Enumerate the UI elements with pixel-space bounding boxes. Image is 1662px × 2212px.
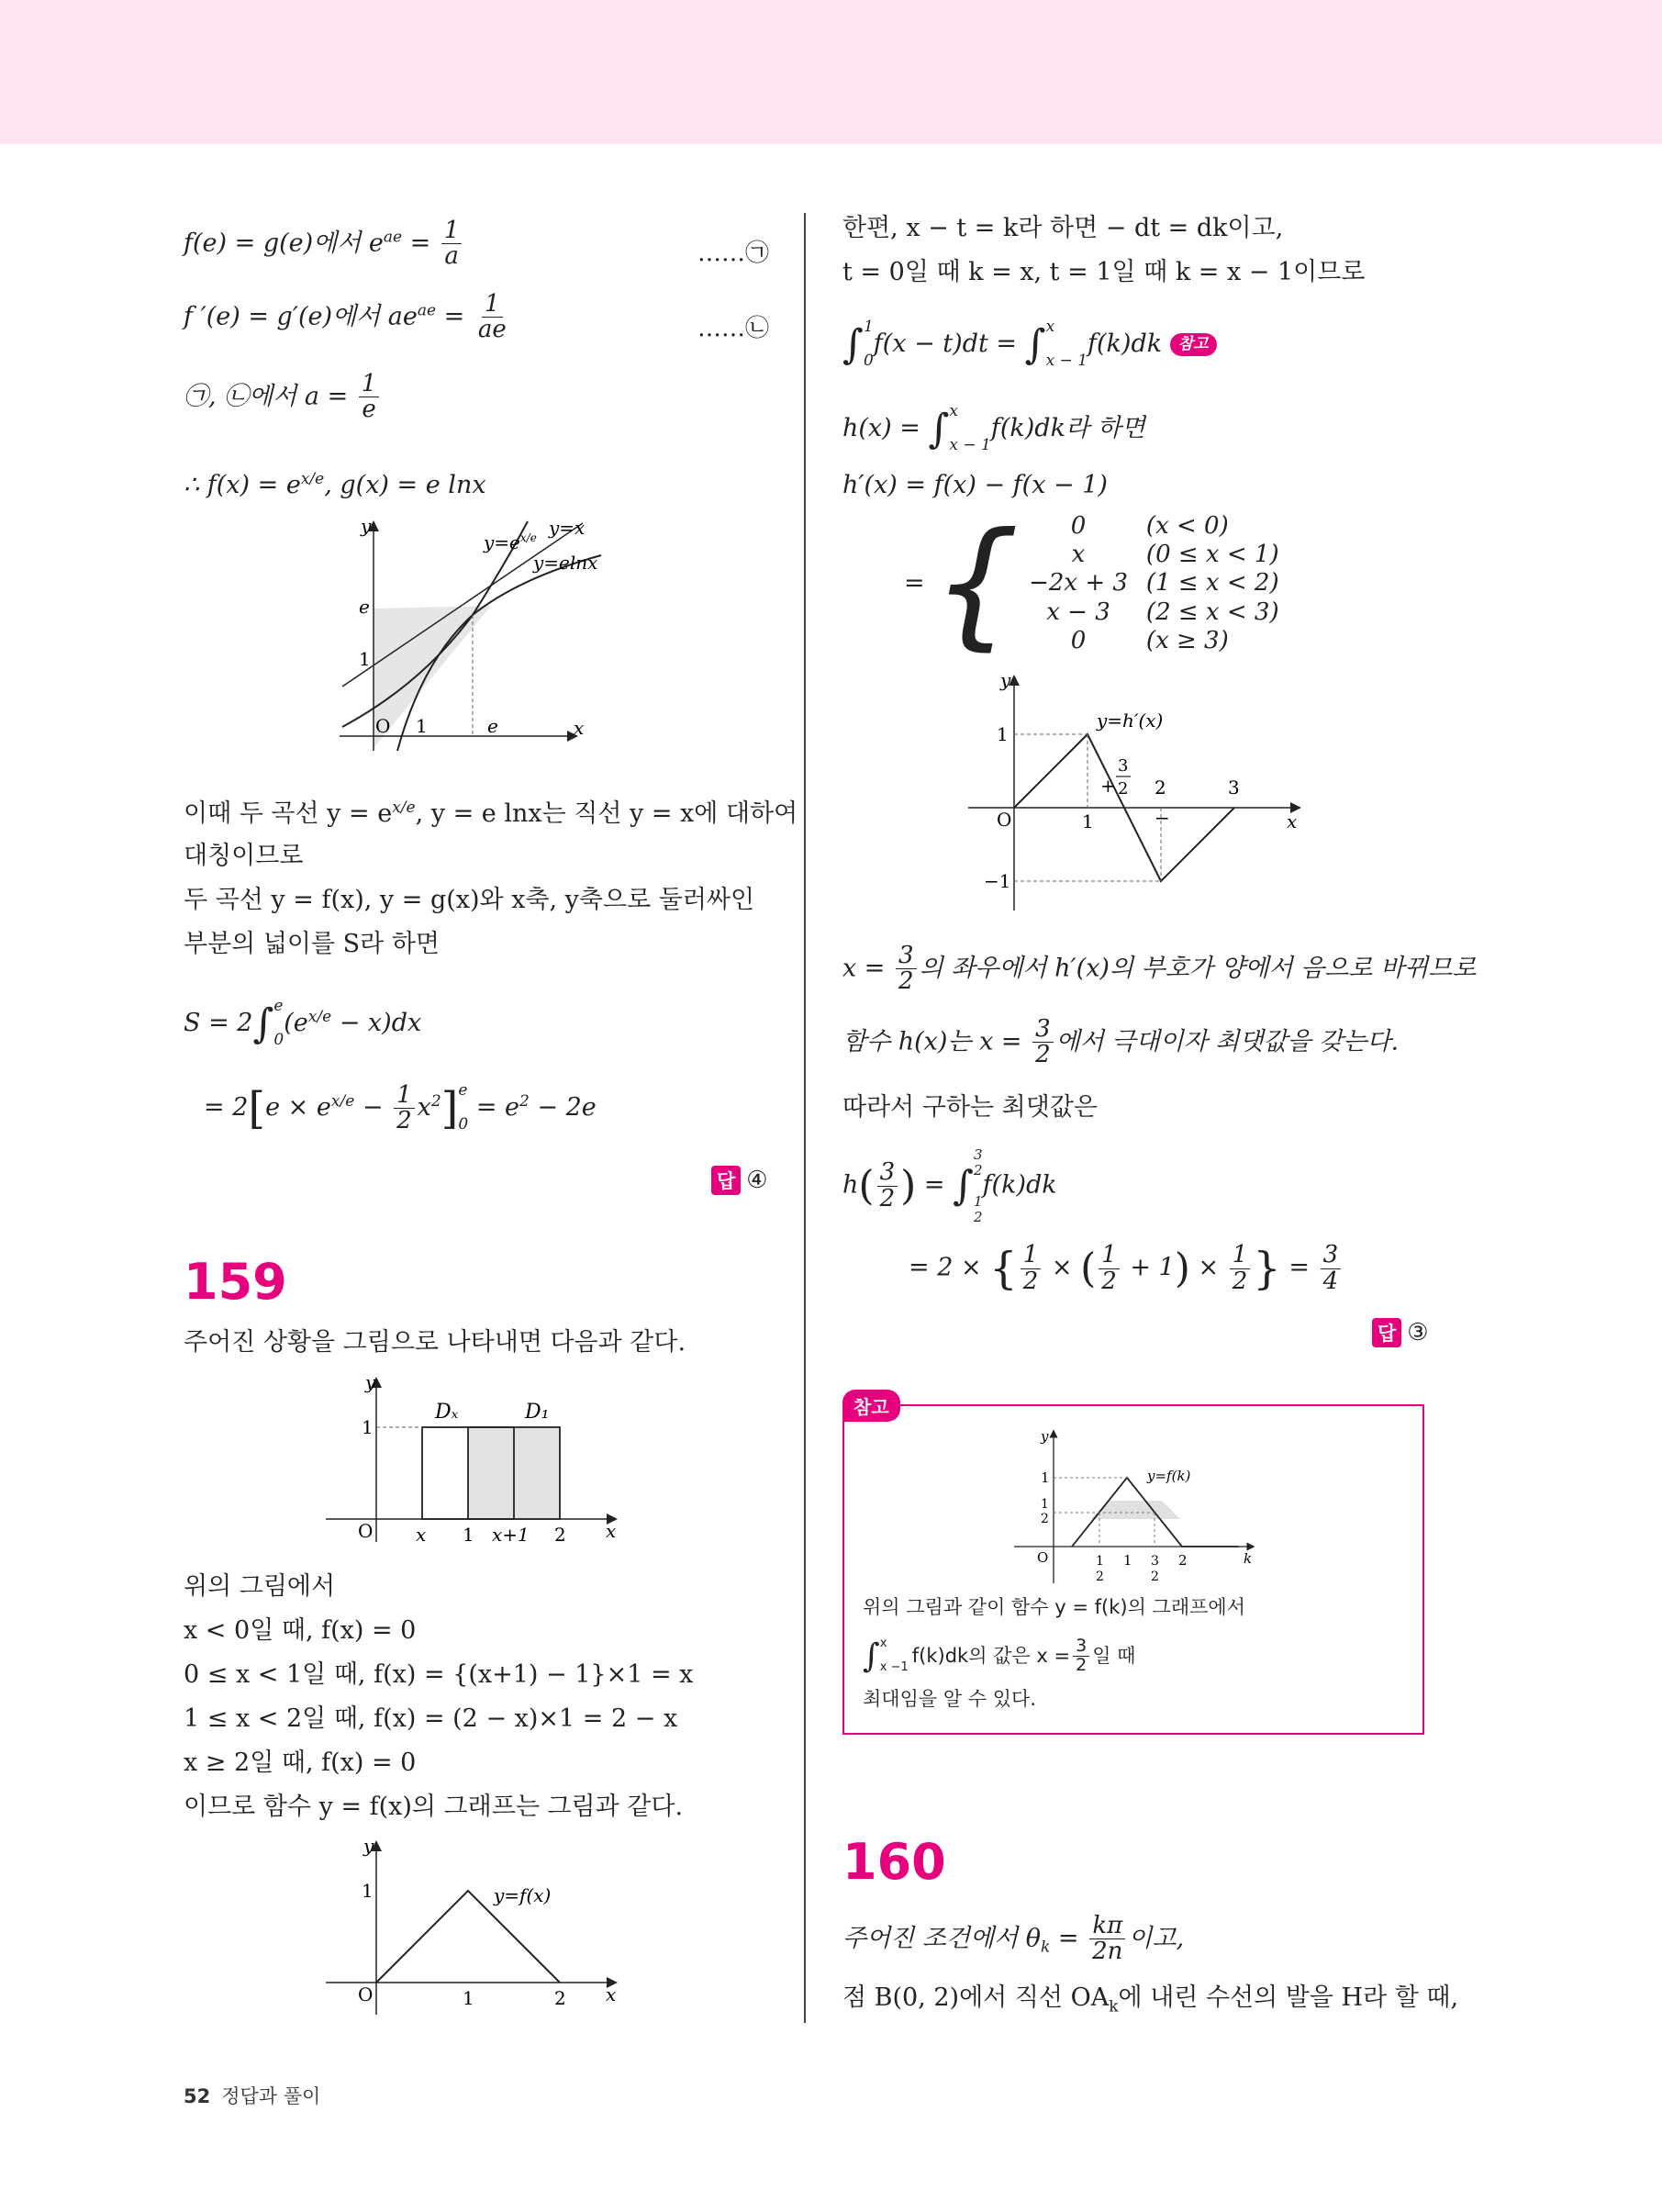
r-line-3 [842, 310, 1217, 379]
s2-num: 1 [394, 1083, 415, 1109]
r10-a: = 2 × [909, 1253, 990, 1282]
fig4-tick-1y: 1 [997, 723, 1009, 745]
r9-den: 2 [879, 1184, 896, 1212]
r4-int: ∫ [928, 405, 950, 452]
r9-lon: 1 [974, 1193, 983, 1210]
para1-a: 이때 두 곡선 y = e [184, 799, 393, 828]
ref-t2a: f(k)dk의 값은 x = [911, 1644, 1071, 1667]
para1-sup: x/e [392, 799, 416, 817]
pw-v: 0 [1070, 626, 1087, 654]
para1-b: , y = e lnx는 직선 y = x에 대하여 [415, 799, 798, 828]
fig4-origin: O [997, 809, 1012, 831]
q160-p2-a: 점 B(0, 2)에서 직선 OA [842, 1983, 1110, 2012]
r10-n3: 1 [1230, 1243, 1251, 1268]
r7-frac [1032, 1017, 1054, 1068]
ref-tick-32n: 3 [1151, 1554, 1159, 1569]
q160-num: kπ [1089, 1914, 1125, 1939]
r-line-8: 따라서 구하는 최댓값은 [842, 1093, 1098, 1122]
fig4-tick-1: 1 [1082, 810, 1094, 832]
eq2-frac [475, 292, 509, 343]
footer-title: 정답과 풀이 [221, 2085, 321, 2107]
r3-int1: ∫ [842, 320, 864, 368]
fig4-tick-32n: 3 [1118, 756, 1129, 776]
r9-frac [877, 1160, 898, 1212]
fig4-tick-3: 3 [1228, 776, 1240, 799]
eq4-sup: x/e [300, 470, 325, 488]
para-1 [184, 799, 798, 830]
r9-int: ∫ [953, 1162, 975, 1210]
r6-num: 3 [896, 944, 917, 969]
case-3: 1 ≤ x < 2일 때, f(x) = (2 − x)×1 = 2 − x [184, 1704, 678, 1733]
pw-row [1020, 512, 1288, 541]
fig4-plus: + [1100, 775, 1116, 797]
eq3-num: 1 [359, 372, 380, 397]
ref-tick-half-n: 1 [1041, 1497, 1049, 1512]
para-4: 부분의 넓이를 S라 하면 [184, 930, 440, 958]
r9-upd: 2 [974, 1161, 983, 1179]
answer-1-value: ④ [746, 1167, 768, 1194]
s1-up: e [273, 997, 284, 1015]
eq3-text: ㉠, ㉡에서 a = [184, 382, 356, 411]
case-1: x < 0일 때, f(x) = 0 [184, 1616, 417, 1645]
answer-2 [1372, 1318, 1429, 1347]
fig1-origin: O [375, 715, 391, 737]
ref-den: 2 [1076, 1654, 1088, 1675]
ref-frac [1073, 1637, 1089, 1675]
s2-up: e [458, 1081, 468, 1100]
answer-1-badge: 답 [711, 1166, 741, 1195]
s2-d: x [417, 1092, 431, 1122]
fig1-curve2-label: y=x [549, 517, 586, 539]
s2-a: = 2 [204, 1092, 249, 1122]
r10-f2 [1099, 1243, 1120, 1294]
eq-line-1 [184, 218, 464, 270]
overlap-shade-2 [514, 1427, 560, 1519]
ref-curve-label: y=f(k) [1147, 1468, 1191, 1484]
ref-text-1: 위의 그림과 같이 함수 y = f(k)의 그래프에서 [863, 1596, 1245, 1618]
fig2-tick-x: x [416, 1524, 427, 1546]
r10-d4: 4 [1322, 1267, 1339, 1295]
r10-n4: 3 [1321, 1243, 1342, 1268]
ref-y-label: y [1041, 1428, 1049, 1445]
r3-lo1: 0 [863, 352, 874, 371]
derivative-graph [964, 670, 1312, 918]
q159-intro: 주어진 상황을 그림으로 나타내면 다음과 같다. [184, 1328, 686, 1357]
r6-frac [896, 944, 917, 995]
fig2-origin: O [358, 1520, 374, 1542]
r4-a: h(x) = [842, 413, 929, 442]
eq1-text: f(e) = g(e)에서 e [184, 229, 384, 258]
s1-sup: x/e [307, 1007, 332, 1026]
ref-tick-1: 1 [1123, 1552, 1132, 1569]
case-conclusion: 이므로 함수 y = f(x)의 그래프는 그림과 같다. [184, 1793, 684, 1821]
ref-pill[interactable]: 참고 [1170, 333, 1217, 356]
r10-d3: 2 [1232, 1267, 1248, 1295]
overlap-shade-1 [468, 1427, 514, 1519]
fig3-tick-2: 2 [554, 1987, 566, 2009]
ref-tick-half-d: 2 [1041, 1512, 1049, 1526]
s1-lo: 0 [273, 1031, 284, 1050]
r10-f1 [1021, 1243, 1042, 1294]
r-line-7 [842, 1017, 1399, 1068]
r10-eq: = [1280, 1253, 1318, 1282]
fig2-d1-label: D₁ [525, 1401, 550, 1424]
r4-up: x [949, 402, 959, 420]
pw-v: 0 [1070, 512, 1087, 540]
r3-lo2: x − 1 [1045, 352, 1088, 371]
r3-up1: 1 [863, 318, 874, 336]
fig3-curve-label: y=f(x) [494, 1884, 552, 1906]
triangle-graph [321, 1836, 633, 2019]
r9-b: f(k)dk [982, 1170, 1057, 1200]
r10-n2: 1 [1099, 1243, 1120, 1268]
s2-den: 2 [396, 1106, 412, 1134]
s2-sup: x/e [330, 1091, 355, 1111]
eq-line-4 [184, 470, 486, 501]
r9-num: 3 [877, 1160, 898, 1186]
pw-row [1020, 569, 1288, 598]
q160-sub: k [1041, 1938, 1051, 1957]
r10-x1: × [1043, 1253, 1081, 1282]
answer-1 [711, 1166, 768, 1195]
fig1-tick-ey: e [359, 596, 370, 618]
pw-table [1020, 512, 1288, 655]
q160-p2-sub: k [1109, 1997, 1119, 2016]
eq2-eq: = [436, 302, 473, 331]
pw-c: (x ≥ 3) [1145, 626, 1229, 654]
page-number: 52 [184, 2085, 211, 2107]
pw-v: x − 3 [1046, 598, 1110, 626]
s2-f: − 2e [529, 1092, 597, 1122]
r9-upn: 3 [974, 1146, 983, 1163]
fig4-minus: − [1154, 807, 1170, 829]
ref-function [1072, 1478, 1239, 1547]
pw-eq: = [904, 569, 925, 598]
s1-c: − x)dx [331, 1008, 422, 1037]
mark-2: ……㉡ [697, 315, 770, 342]
r9-eq: = [916, 1170, 954, 1200]
r10-p: + 1 [1121, 1253, 1175, 1282]
r3-up2: x [1045, 318, 1055, 336]
answer-2-badge: 답 [1372, 1318, 1401, 1347]
fig1-curve1-label [483, 531, 537, 553]
pw-brace: { [931, 503, 1021, 664]
eq1-sup: ae [383, 228, 403, 247]
eq1-den: a [444, 242, 459, 271]
fig4-y-label: y [1000, 670, 1011, 691]
eq2-sup: ae [417, 301, 437, 320]
fig4-x-label: x [1287, 810, 1298, 832]
ref-tick-1y: 1 [1041, 1469, 1050, 1486]
q160-a: 주어진 조건에서 θ [842, 1924, 1041, 1953]
fig1-curve3-label: y=elnx [533, 552, 598, 574]
case-4: x ≥ 2일 때, f(x) = 0 [184, 1748, 417, 1777]
ref-tick-32d: 2 [1151, 1570, 1159, 1584]
eq-line-3 [184, 372, 382, 423]
q160-p2-b: 에 내린 수선의 발을 H라 할 때, [1118, 1983, 1459, 2012]
q160-b: 이고, [1128, 1924, 1185, 1953]
pw-row [1020, 541, 1288, 569]
r9-h: h [842, 1170, 859, 1200]
q160-line-2 [842, 1983, 1458, 2017]
mark-1: ……㉠ [697, 240, 770, 267]
s2-b: e × e [265, 1092, 331, 1122]
q160-line-1 [842, 1914, 1184, 1965]
q160-frac [1089, 1914, 1125, 1965]
r10-d2: 2 [1101, 1267, 1117, 1295]
s1-b: (e [284, 1008, 308, 1037]
r9-lod: 2 [974, 1208, 983, 1225]
fig1-tick-1x: 1 [416, 715, 428, 737]
r6-a: x = [842, 954, 894, 983]
rectangles-graph [321, 1372, 633, 1547]
piecewise [904, 503, 1288, 664]
pw-c: (1 ≤ x < 2) [1145, 569, 1279, 598]
eq2-num: 1 [482, 292, 503, 318]
ref-lo: x −1 [879, 1660, 909, 1674]
fig2-dx-label: Dₓ [435, 1401, 459, 1424]
r-line-1: 한편, x − t = k라 하면 − dt = dk이고, [842, 214, 1284, 242]
fig4-tick-32d: 2 [1118, 779, 1129, 799]
fig4-tick-2: 2 [1154, 776, 1166, 799]
fig4-tick-m1y: −1 [984, 870, 1011, 892]
eq-line-2 [184, 292, 512, 343]
s2-dsup: 2 [430, 1091, 441, 1111]
eq1-frac [441, 218, 463, 270]
s1-int: ∫ [252, 1000, 274, 1047]
eq2-text: f ′(e) = g′(e)에서 ae [184, 302, 418, 331]
question-159-number: 159 [184, 1253, 287, 1311]
r-line-6 [842, 944, 1476, 995]
ref-origin: O [1037, 1549, 1049, 1566]
fig1-c1: y=e [484, 531, 520, 553]
q159-text-2: 위의 그림에서 [184, 1572, 336, 1601]
eq2-den: ae [477, 316, 507, 344]
r7-a: 함수 h(x)는 x = [842, 1027, 1031, 1056]
r3-a: f(x − t)dt = [873, 329, 1025, 358]
eq4-rest: , g(x) = e lnx [324, 471, 486, 499]
r7-num: 3 [1032, 1017, 1054, 1043]
r10-x2: × [1189, 1253, 1227, 1282]
question-160-number: 160 [842, 1833, 946, 1891]
pw-c: (0 ≤ x < 1) [1145, 541, 1279, 569]
ref-num: 3 [1073, 1637, 1089, 1657]
eq3-frac [359, 372, 380, 423]
r3-int2: ∫ [1024, 320, 1046, 368]
case-2: 0 ≤ x < 1일 때, f(x) = {(x+1) − 1}×1 = x [184, 1660, 694, 1689]
ref-text-3: 최대임을 알 수 있다. [863, 1688, 1036, 1710]
r-line-2: t = 0일 때 k = x, t = 1일 때 k = x − 1이므로 [842, 258, 1366, 286]
reference-tab: 참고 [842, 1390, 900, 1422]
r10-d1: 2 [1022, 1267, 1039, 1295]
r6-den: 2 [898, 967, 914, 996]
para-2: 대칭이므로 [184, 842, 304, 870]
r10-f3 [1230, 1243, 1251, 1294]
ref-tick-12n: 1 [1096, 1554, 1104, 1569]
exp-log-graph [335, 514, 610, 753]
r6-b: 의 좌우에서 h′(x)의 부호가 양에서 음으로 바뀌므로 [919, 954, 1477, 983]
pw-c: (x < 0) [1145, 512, 1229, 540]
s2-e: = e [468, 1092, 520, 1122]
ref-text-2 [863, 1632, 1135, 1680]
fig2-tick-2: 2 [554, 1524, 566, 1546]
ref-int: ∫ [863, 1637, 880, 1675]
eq4-text: ∴ f(x) = e [184, 471, 301, 499]
eq1-num: 1 [441, 218, 463, 244]
fig1-tick-1y: 1 [359, 648, 371, 670]
pw-v: x [1071, 541, 1086, 569]
ref-tick-2: 2 [1178, 1552, 1188, 1569]
column-divider [804, 213, 806, 2023]
r7-den: 2 [1035, 1041, 1051, 1069]
r-line-10: = 2 × { $\frac{1}{2}$ × ( $\frac{1}{2}$ + 1) × $\frac{1}{2}$ } = $\frac{3}{4}$ [909, 1241, 1344, 1296]
r-line-4 [842, 395, 1145, 464]
ref-k-label: k [1244, 1550, 1253, 1567]
s2-esup: 2 [519, 1091, 530, 1111]
fig3-x-label: x [606, 1983, 617, 2005]
fig3-tick-1y: 1 [362, 1880, 374, 1902]
r-line-5: h′(x) = f(x) − f(x − 1) [842, 471, 1108, 499]
fig2-tick-1y: 1 [362, 1416, 374, 1438]
fig3-tick-1: 1 [463, 1987, 474, 2009]
fig2-y-label: y [365, 1372, 376, 1393]
pw-v: −2x + 3 [1029, 569, 1128, 598]
top-color-band [0, 0, 1662, 144]
fig2-tick-x1: x+1 [492, 1524, 530, 1546]
fig1-y-label: y [361, 515, 372, 537]
r4-lo: x − 1 [949, 436, 991, 455]
ref-tick-12d: 2 [1096, 1570, 1104, 1584]
fig2-x-label: x [606, 1520, 617, 1542]
fig3-y-label: y [363, 1836, 374, 1857]
eq1-eq: = [402, 229, 439, 258]
r7-b: 에서 극대이자 최댓값을 갖는다. [1055, 1027, 1400, 1056]
fig1-c1sup: x/e [519, 531, 537, 544]
answer-2-value: ③ [1407, 1319, 1429, 1346]
s2-lo: 0 [458, 1115, 469, 1134]
s2-frac [394, 1080, 415, 1134]
s2-c: − [354, 1092, 392, 1122]
eq3-den: e [362, 396, 376, 424]
fig1-tick-ex: e [487, 715, 498, 737]
r4-b: f(k)dk라 하면 [990, 413, 1145, 442]
fig2-tick-1: 1 [463, 1524, 474, 1546]
ref-graph [1009, 1427, 1266, 1588]
r3-b: f(k)dk [1088, 329, 1163, 358]
s1-a: S = 2 [184, 1008, 253, 1037]
pw-row [1020, 598, 1288, 627]
area-eq-1 [184, 989, 421, 1058]
ref-shade [1090, 1501, 1180, 1519]
fig1-x-label: x [574, 717, 585, 739]
pw-c: (2 ≤ x < 3) [1145, 598, 1279, 626]
area-eq-2: = $2[e \times e^{x/e}$ − $\frac{1}{2}$ $x^2$] e 0 = $e^2 - 2e$ [204, 1074, 597, 1143]
fig3-origin: O [358, 1983, 374, 2005]
fig4-curve-label: y=h′(x) [1097, 709, 1164, 732]
r-line-9: h( $\frac{3}{2}$ ) = ∫ 3 2 1 2 f(k)dk [842, 1146, 1057, 1225]
q160-den: 2n [1092, 1938, 1123, 1966]
line-y-x [342, 523, 583, 687]
para-3: 두 곡선 y = f(x), y = g(x)와 x축, y축으로 둘러싸인 [184, 886, 755, 914]
pw-row [1020, 627, 1288, 655]
ref-up: x [879, 1637, 887, 1650]
r10-n1: 1 [1021, 1243, 1042, 1268]
ref-t2b: 일 때 [1092, 1644, 1136, 1667]
page-footer [184, 2082, 320, 2109]
r10-f4 [1321, 1243, 1342, 1294]
q160-eq: = [1050, 1924, 1088, 1953]
